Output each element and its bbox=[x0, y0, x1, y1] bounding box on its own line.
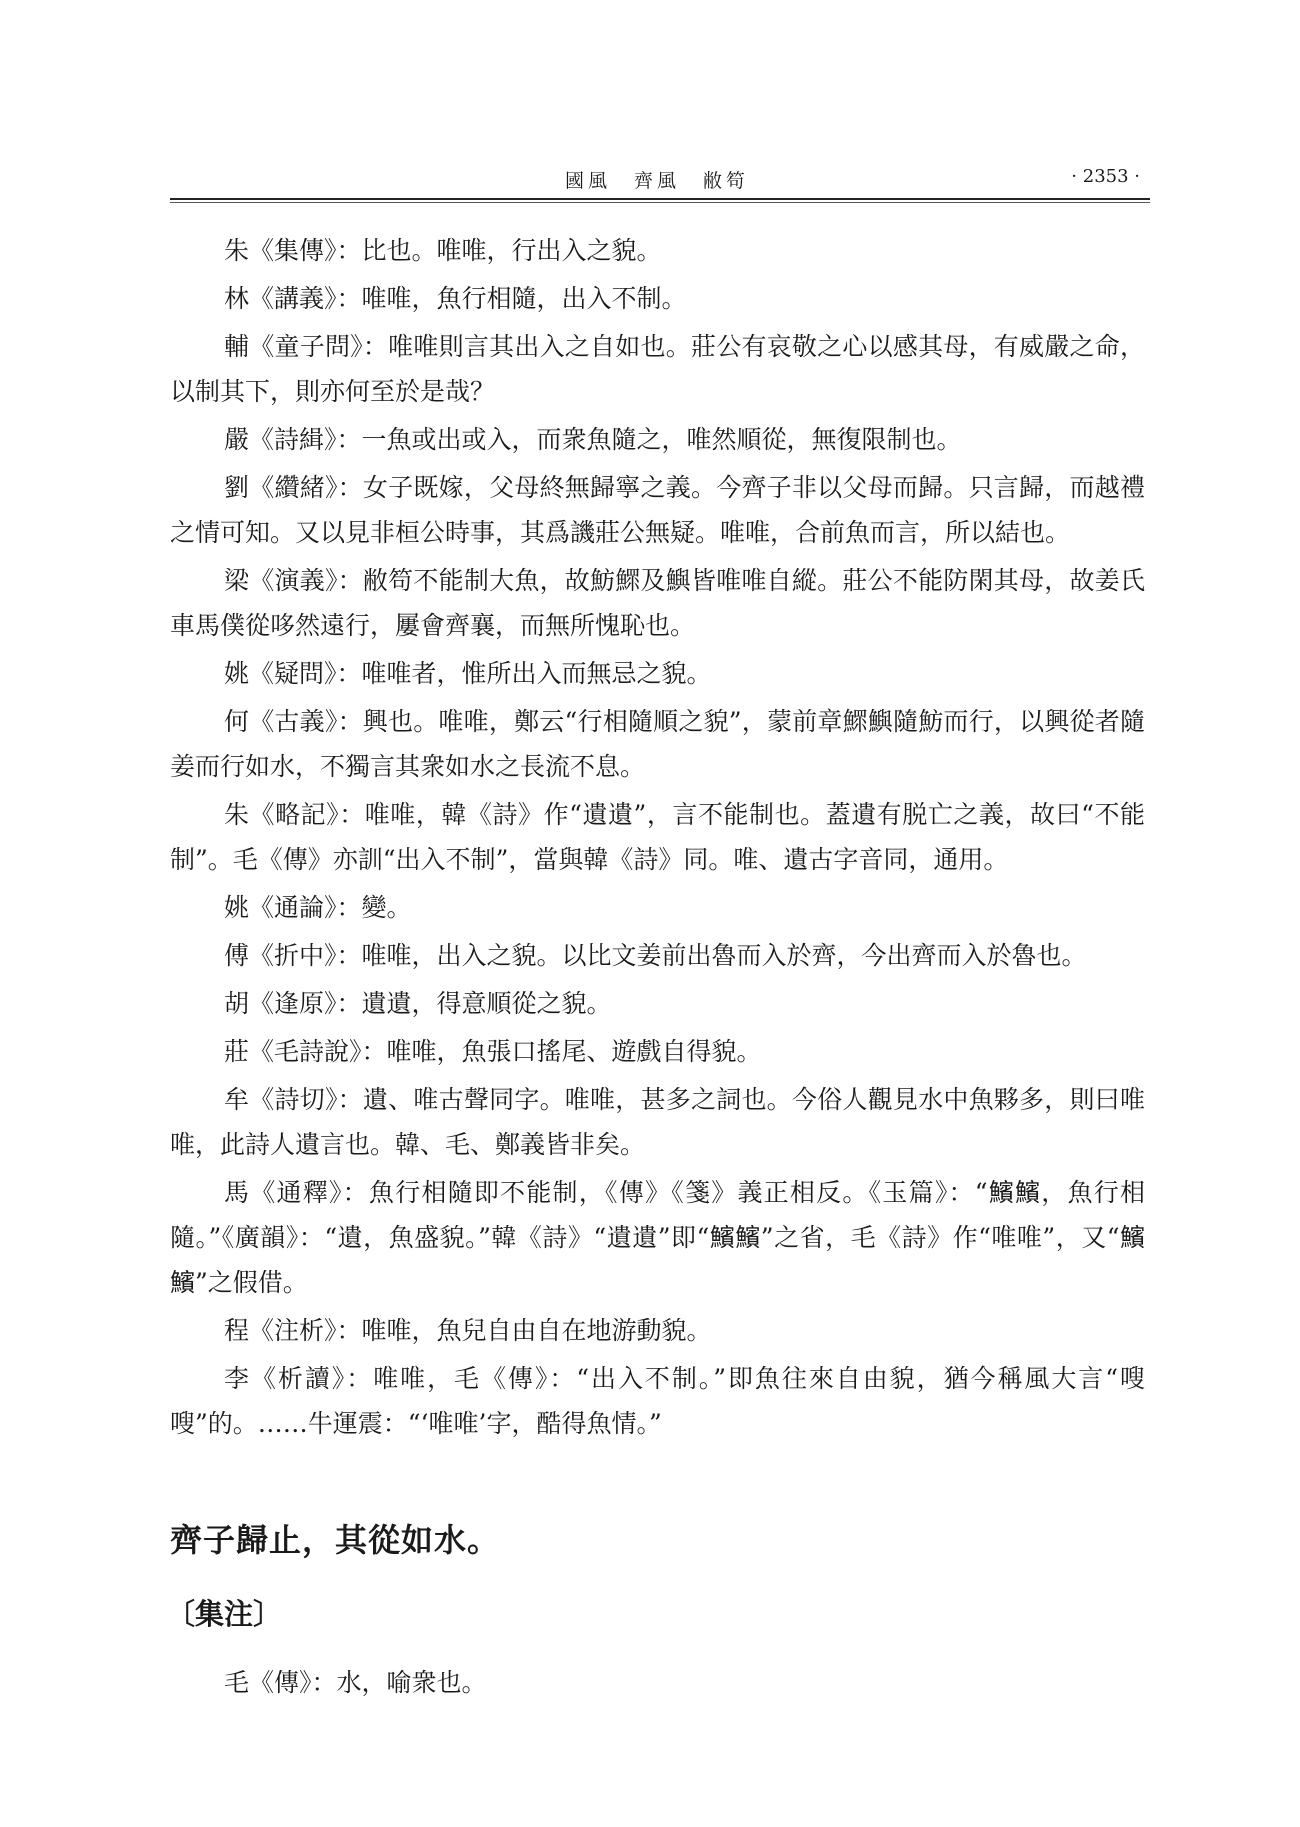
commentary-entry: 毛《傳》：水，喻衆也。 bbox=[224, 1668, 487, 1697]
commentary-body bbox=[170, 228, 1145, 1449]
section-heading: 〔集注〕 bbox=[166, 1597, 283, 1631]
commentary-entry: 朱《略記》：唯唯，韓《詩》作“遺遺”，言不能制也。蓋遺有脱亡之義，故曰“不能制”。毛《傳》亦訓“出入不制”，當與韓《詩》同。唯、遺古字音同，通用。 bbox=[170, 800, 1145, 874]
page-number: · 2353 · bbox=[1071, 166, 1140, 187]
commentary-entry: 胡《逢原》：遺遺，得意順從之貌。 bbox=[224, 989, 612, 1018]
commentary-entry: 何《古義》：興也。唯唯，鄭云“行相隨順之貌”，蒙前章鰥鱮隨魴而行，以興從者隨姜而行如水，不獨言其衆如水之長流不息。 bbox=[170, 707, 1145, 781]
header-rule-thin bbox=[170, 202, 1150, 203]
commentary-entry: 林《講義》：唯唯，魚行相隨，出入不制。 bbox=[224, 284, 687, 313]
commentary-entry: 姚《疑問》：唯唯者，惟所出入而無忌之貌。 bbox=[224, 659, 712, 688]
commentary-entry: 嚴《詩緝》：一魚或出或入，而衆魚隨之，唯然順從，無復限制也。 bbox=[224, 425, 962, 454]
commentary-section-2 bbox=[170, 1660, 1145, 1708]
commentary-entry: 梁《演義》：敝笱不能制大魚，故魴鰥及鱮皆唯唯自縱。莊公不能防閑其母，故姜氏車馬僕從哆然遠行，屢會齊襄，而無所愧恥也。 bbox=[170, 566, 1145, 640]
commentary-entry: 莊《毛詩說》：唯唯，魚張口搖尾、遊戲自得貌。 bbox=[224, 1037, 762, 1066]
commentary-entry: 劉《纘緒》：女子既嫁，父母終無歸寧之義。今齊子非以父母而歸。只言歸，而越禮之情可知。又以見非桓公時事，其爲譏莊公無疑。唯唯，合前魚而言，所以結也。 bbox=[170, 473, 1145, 547]
commentary-entry: 牟《詩切》：遺、唯古聲同字。唯唯，甚多之詞也。今俗人觀見水中魚夥多，則曰唯唯，此詩人遺言也。韓、毛、鄭義皆非矣。 bbox=[170, 1085, 1145, 1159]
commentary-entry: 程《注析》：唯唯，魚兒自由自在地游動貌。 bbox=[224, 1316, 712, 1345]
verse-line: 齊子歸止，其從如水。 bbox=[170, 1521, 501, 1559]
commentary-entry: 姚《通論》：變。 bbox=[224, 893, 412, 922]
commentary-entry: 朱《集傳》：比也。唯唯，行出入之貌。 bbox=[224, 236, 662, 265]
header-rule bbox=[170, 198, 1150, 200]
commentary-entry: 輔《童子問》：唯唯則言其出入之自如也。莊公有哀敬之心以感其母，有威嚴之命，以制其下，則亦何至於是哉？ bbox=[170, 332, 1145, 406]
commentary-entry: 李《析讀》：唯唯，毛《傳》：“出入不制。”即魚往來自由貌，猶今稱風大言“嗖嗖”的。……牛運震：“‘唯唯’字，酷得魚情。” bbox=[170, 1364, 1145, 1438]
commentary-entry: 馬《通釋》：魚行相隨即不能制，《傳》《箋》義正相反。《玉篇》：“𩼧𩼧，魚行相隨。”《廣韻》：“遺，魚盛貌。”韓《詩》“遺遺”即“𩼧𩼧”之省，毛《詩》作“唯唯”，又“𩼧𩼧”之假借。 bbox=[170, 1178, 1145, 1297]
running-header bbox=[170, 160, 1150, 200]
header-title: 國風 齊風 敝笱 bbox=[565, 170, 750, 192]
commentary-entry: 傅《折中》：唯唯，出入之貌。以比文姜前出魯而入於齊，今出齊而入於魯也。 bbox=[224, 941, 1087, 970]
